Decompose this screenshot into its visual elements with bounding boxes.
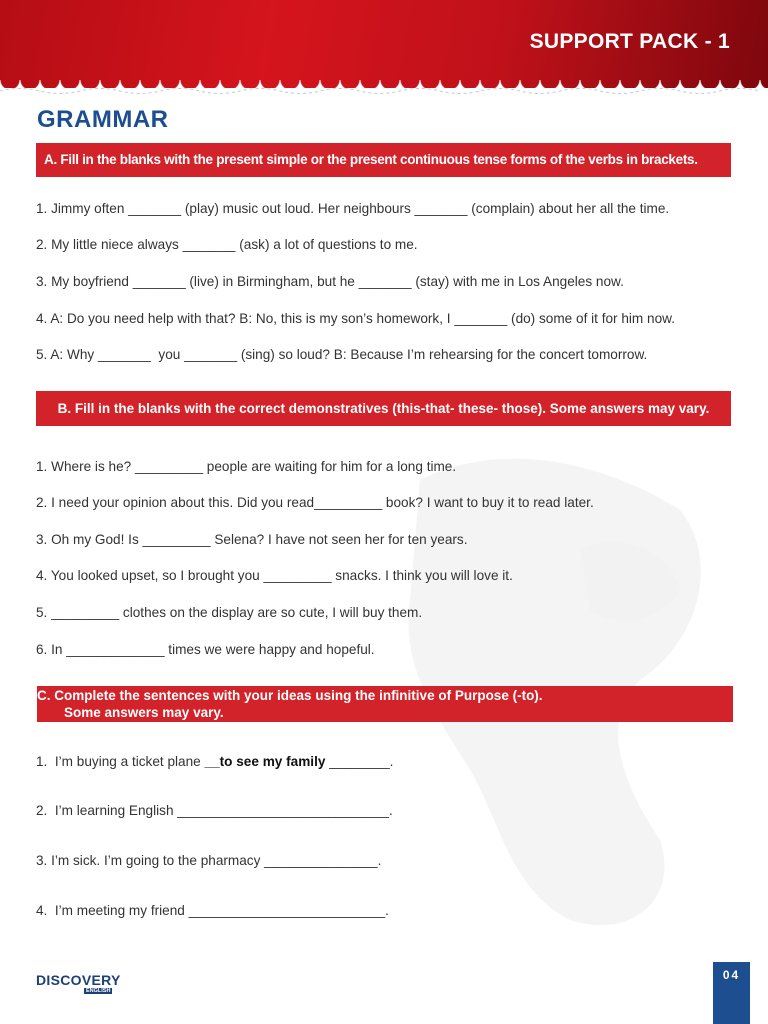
section-a-instruction: A. Fill in the blanks with the present simple or the present continuous tense forms of the verbs in brackets. <box>36 143 731 177</box>
exercise-c-item-1 <box>36 754 393 769</box>
page-number: 04 <box>722 968 741 982</box>
exercise-b-item-2: 2. I need your opinion about this. Did you read_________ book? I want to buy it to read later. <box>36 495 594 510</box>
section-c-instruction-line-1: C. Complete the sentences with your ideas using the infinitive of Purpose (-to). <box>37 688 543 703</box>
section-b-instruction: B. Fill in the blanks with the correct demonstratives (this-that- these- those). Some answers may vary. <box>36 391 731 426</box>
exercise-b-item-1: 1. Where is he? _________ people are waiting for him for a long time. <box>36 459 457 474</box>
section-c-instruction <box>37 686 733 722</box>
logo-text: DISCOVERY <box>36 972 121 988</box>
exercise-b-item-6: 6. In _____________ times we were happy and hopeful. <box>36 642 375 657</box>
exercise-c-item-2: 2. I’m learning English ____________________________. <box>36 803 393 818</box>
exercise-a-item-5: 5. A: Why _______ you _______ (sing) so loud? B: Because I’m rehearsing for the concert tomorrow. <box>36 347 648 362</box>
exercise-a-item-1: 1. Jimmy often _______ (play) music out loud. Her neighbours _______ (complain) about her all the time. <box>36 201 670 216</box>
discovery-english-logo <box>36 972 126 996</box>
exercise-a-item-4: 4. A: Do you need help with that? B: No, this is my son’s homework, I _______ (do) some of it for him now. <box>36 311 675 326</box>
page-number-tab <box>713 962 750 1024</box>
exercise-a-item-2: 2. My little niece always _______ (ask) a lot of questions to me. <box>36 237 418 252</box>
logo-subtext: ENGLISH <box>86 988 111 994</box>
exercise-c-item-1-prefix: 1. I’m buying a ticket plane <box>36 754 205 769</box>
exercise-b-item-4: 4. You looked upset, so I brought you _________ snacks. I think you will love it. <box>36 568 513 583</box>
header-title: SUPPORT PACK - 1 <box>529 30 730 53</box>
exercise-c-item-4: 4. I’m meeting my friend __________________________. <box>36 903 389 918</box>
exercise-a-item-3: 3. My boyfriend _______ (live) in Birmingham, but he _______ (stay) with me in Los Angeles now. <box>36 274 624 289</box>
stitch-decoration <box>0 86 768 96</box>
exercise-b-item-5: 5. _________ clothes on the display are so cute, I will buy them. <box>36 605 423 620</box>
exercise-c-item-3: 3. I’m sick. I’m going to the pharmacy _______________. <box>36 853 382 868</box>
section-c-instruction-line-2: Some answers may vary. <box>64 705 224 720</box>
exercise-c-item-1-suffix: ________. <box>325 754 394 769</box>
exercise-b-item-3: 3. Oh my God! Is _________ Selena? I have not seen her for ten years. <box>36 532 468 547</box>
section-title: GRAMMAR <box>37 106 169 133</box>
exercise-c-item-1-answer: __to see my family <box>204 754 326 769</box>
